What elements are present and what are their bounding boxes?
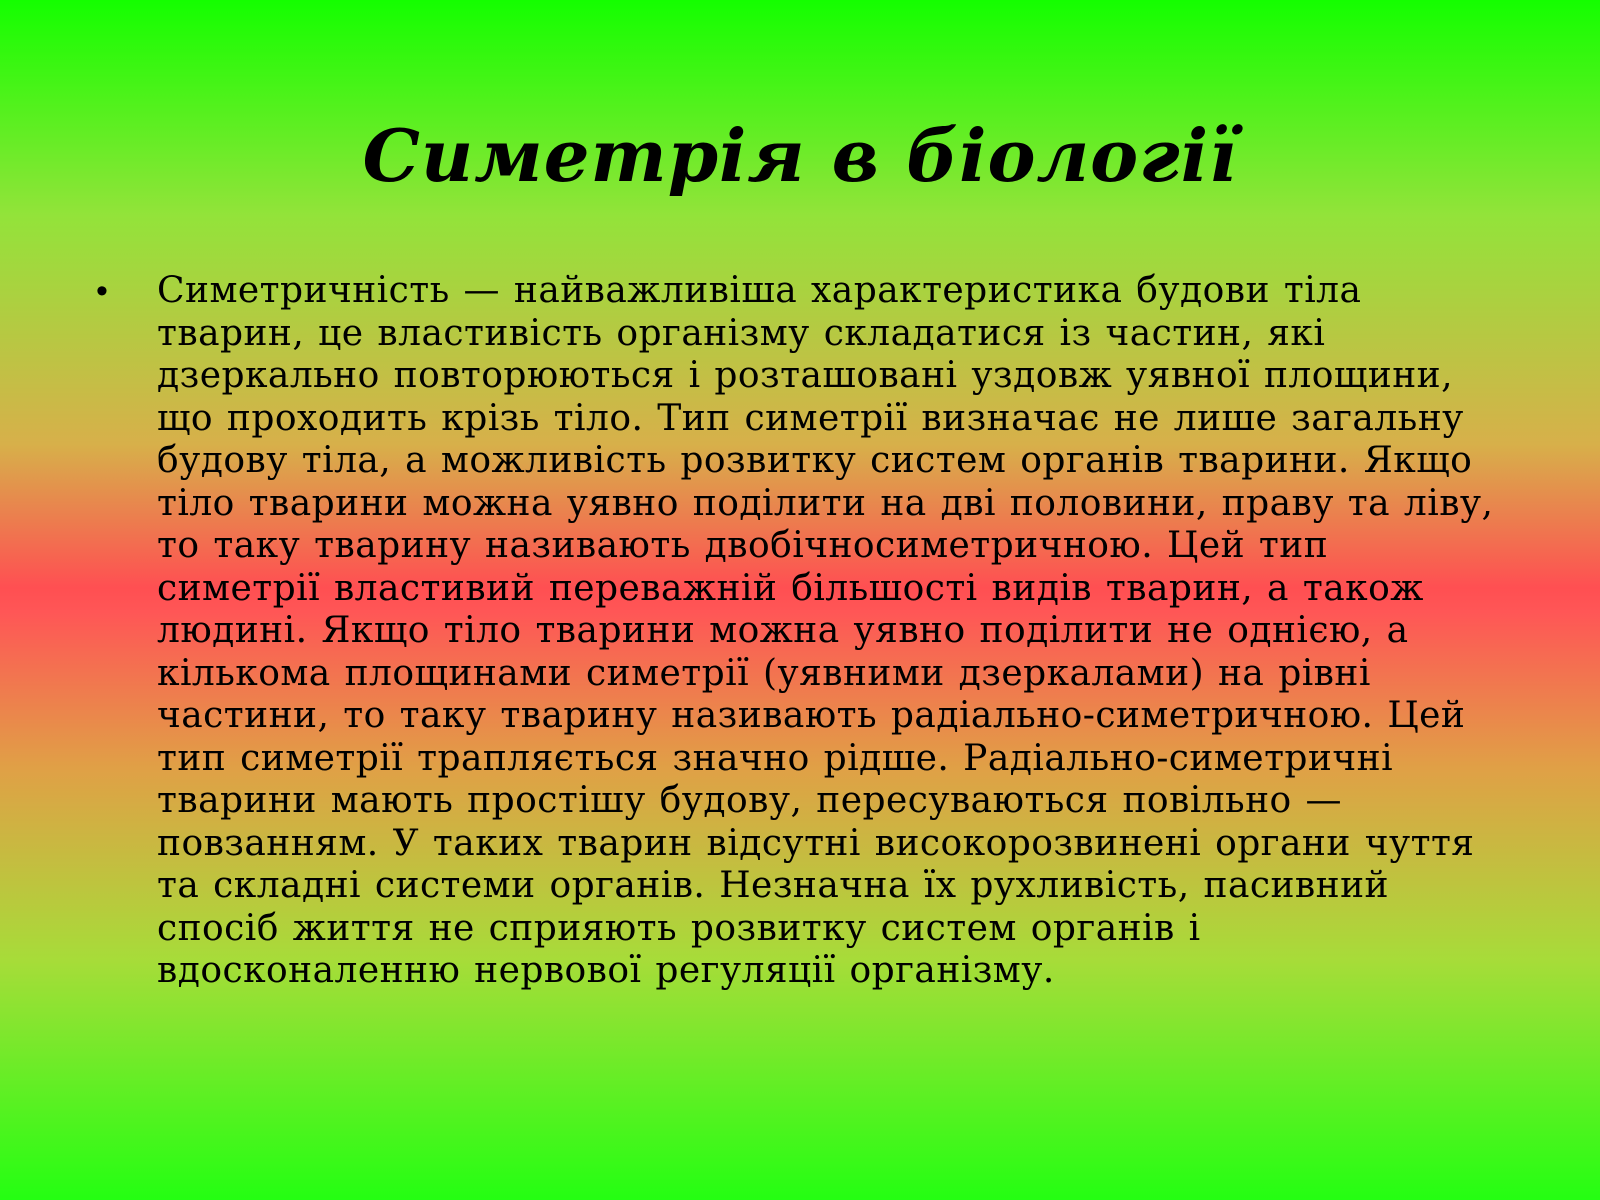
bullet-list	[96, 270, 1496, 993]
body-paragraph: Симетричність — найважливіша характеристика будови тіла тварин, це властивість організму складатися із частин, які дзеркально повторюються і розташовані уздовж уявної площини, що проходить крізь тіло. Тип симетрії визначає не лише загальну будову тіла, а можливість розвитку систем органів тварини. Якщо тіло тварини можна уявно поділити на дві половини, праву та ліву, то таку тварину називають двобічносиметричною. Цей тип симетрії властивий переважній більшості видів тварин, а також людині. Якщо тіло тварини можна уявно поділити не однією, а кількома площинами симетрії (уявними дзеркалами) на рівні частини, то таку тварину називають радіально-симетричною. Цей тип симетрії трапляється значно рідше. Радіально-симетричні тварини мають простішу будову, пересуваються повільно — повзанням. У таких тварин відсутні високорозвинені органи чуття та складні системи органів. Незначна їх рухливість, пасивний спосіб життя не сприяють розвитку систем органів і вдосконаленню нервової регуляції організму.	[157, 270, 1494, 991]
bullet-dot-icon: •	[96, 272, 108, 310]
bullet-item	[96, 270, 1496, 993]
slide-title: Симетрія в біології	[362, 113, 1238, 199]
